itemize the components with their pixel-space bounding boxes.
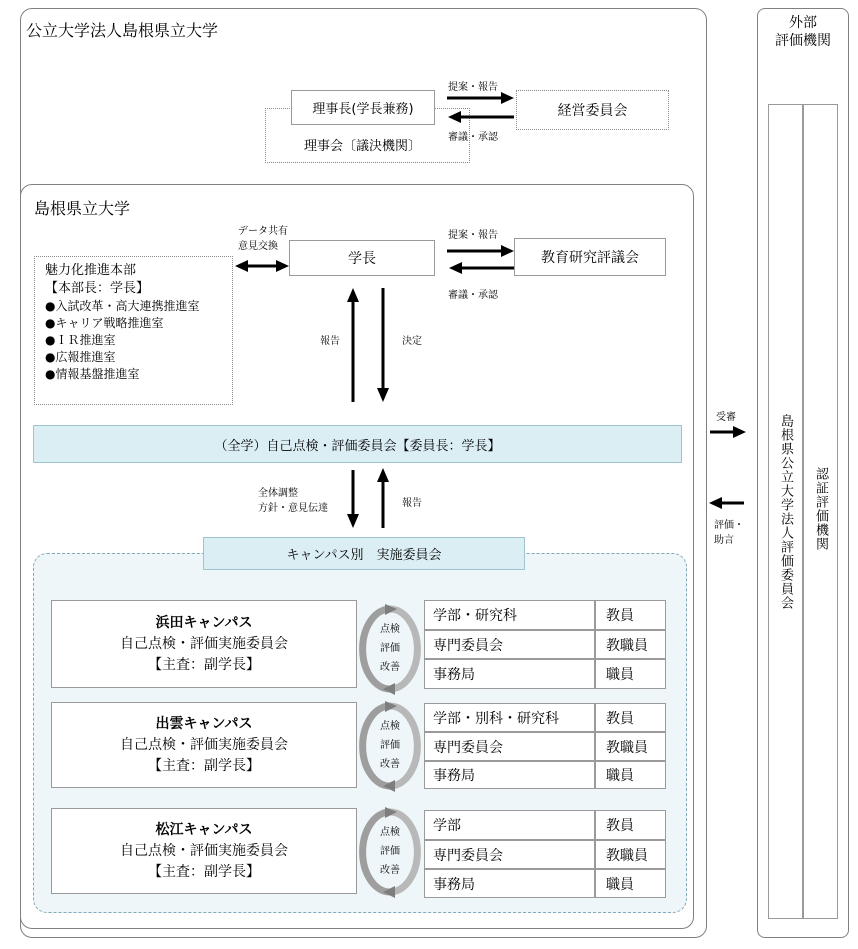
univ-approve-arrow bbox=[449, 262, 514, 274]
campus-committee: キャンパス別 実施委員会 bbox=[203, 537, 525, 570]
data-share-arrow bbox=[235, 260, 289, 272]
adjust-down-arrow bbox=[347, 470, 359, 528]
univ-propose-arrow bbox=[447, 245, 514, 257]
management-council: 経営委員会 bbox=[516, 90, 669, 130]
decision-label: 決定 bbox=[402, 336, 422, 347]
table-row: 事務局 bbox=[424, 869, 595, 898]
promotion-head: 【本部長：学長】 bbox=[45, 281, 150, 296]
table-row: 専門委員会 bbox=[424, 630, 595, 659]
decision-down-arrow bbox=[377, 288, 389, 402]
campus-committee-box: 松江キャンパス 自己点検・評価実施委員会 【主査：副学長】 bbox=[51, 808, 357, 894]
self-evaluation-committee: （全学）自己点検・評価委員会【委員長：学長】 bbox=[33, 425, 682, 463]
table-row: 事務局 bbox=[424, 761, 595, 789]
chairman-box: 理事長(学長兼務) bbox=[291, 90, 435, 125]
table-cell: 教員 bbox=[595, 600, 666, 630]
table-cell: 教員 bbox=[595, 810, 666, 840]
university-title: 島根県立大学 bbox=[34, 199, 131, 218]
report-up-arrow bbox=[347, 288, 359, 402]
board-propose-label: 提案・報告 bbox=[448, 82, 498, 93]
report2-label: 報告 bbox=[402, 498, 422, 509]
evaluate-label: 評価・ 助言 bbox=[714, 520, 744, 546]
table-cell: 教員 bbox=[595, 703, 666, 732]
board-approve-arrow bbox=[448, 111, 514, 123]
data-share-label: データ共有 意見交換 bbox=[238, 226, 288, 252]
table-cell: 教職員 bbox=[595, 840, 666, 869]
certified-evaluation-agency: 認証評価機関 bbox=[803, 104, 838, 919]
promotion-item: ●広報推進室 bbox=[45, 350, 116, 364]
corporation-title: 公立大学法人島根県立大学 bbox=[26, 21, 219, 40]
table-cell: 職員 bbox=[595, 761, 666, 789]
cycle-label: 点検 評価 改善 bbox=[380, 827, 400, 876]
evaluate-arrow bbox=[709, 497, 744, 509]
board-propose-arrow bbox=[447, 92, 514, 104]
campus-committee-box: 出雲キャンパス 自己点検・評価実施委員会 【主査：副学長】 bbox=[51, 702, 357, 788]
table-row: 事務局 bbox=[424, 659, 595, 689]
report-up-arrow-2 bbox=[377, 468, 389, 528]
table-row: 専門委員会 bbox=[424, 732, 595, 761]
campus-committee-box: 浜田キャンパス 自己点検・評価実施委員会 【主査：副学長】 bbox=[51, 600, 357, 688]
board-council-label: 理事会〔議決機関〕 bbox=[304, 139, 422, 154]
table-row: 学部・研究科 bbox=[424, 600, 595, 630]
education-research-council: 教育研究評議会 bbox=[514, 238, 666, 276]
promotion-title: 魅力化推進本部 bbox=[45, 263, 137, 278]
table-cell: 教職員 bbox=[595, 630, 666, 659]
promotion-item: ●キャリア戦略推進室 bbox=[45, 316, 164, 330]
table-row: 学部 bbox=[424, 810, 595, 840]
adjust-label: 全体調整 方針・意見伝達 bbox=[258, 488, 328, 514]
table-cell: 職員 bbox=[595, 869, 666, 898]
report-label: 報告 bbox=[320, 336, 340, 347]
cycle-label: 点検 評価 改善 bbox=[380, 721, 400, 770]
table-row: 学部・別科・研究科 bbox=[424, 703, 595, 732]
univ-approve-label: 審議・承認 bbox=[448, 290, 498, 301]
receive-arrow bbox=[710, 426, 746, 438]
promotion-item: ●ＩＲ推進室 bbox=[45, 333, 116, 347]
promotion-item: ●入試改革・高大連携推進室 bbox=[45, 299, 200, 313]
board-approve-label: 審議・承認 bbox=[448, 132, 498, 143]
receive-label: 受審 bbox=[716, 412, 736, 423]
univ-propose-label: 提案・報告 bbox=[448, 230, 498, 241]
table-row: 専門委員会 bbox=[424, 840, 595, 869]
president-box: 学長 bbox=[289, 240, 435, 276]
table-cell: 教職員 bbox=[595, 732, 666, 761]
prefecture-evaluation-committee: 島根県公立大学法人評価委員会 bbox=[768, 104, 803, 919]
promotion-item: ●情報基盤推進室 bbox=[45, 367, 140, 381]
table-cell: 職員 bbox=[595, 659, 666, 689]
external-title: 外部 評価機関 bbox=[775, 15, 831, 49]
cycle-label: 点検 評価 改善 bbox=[380, 624, 400, 673]
